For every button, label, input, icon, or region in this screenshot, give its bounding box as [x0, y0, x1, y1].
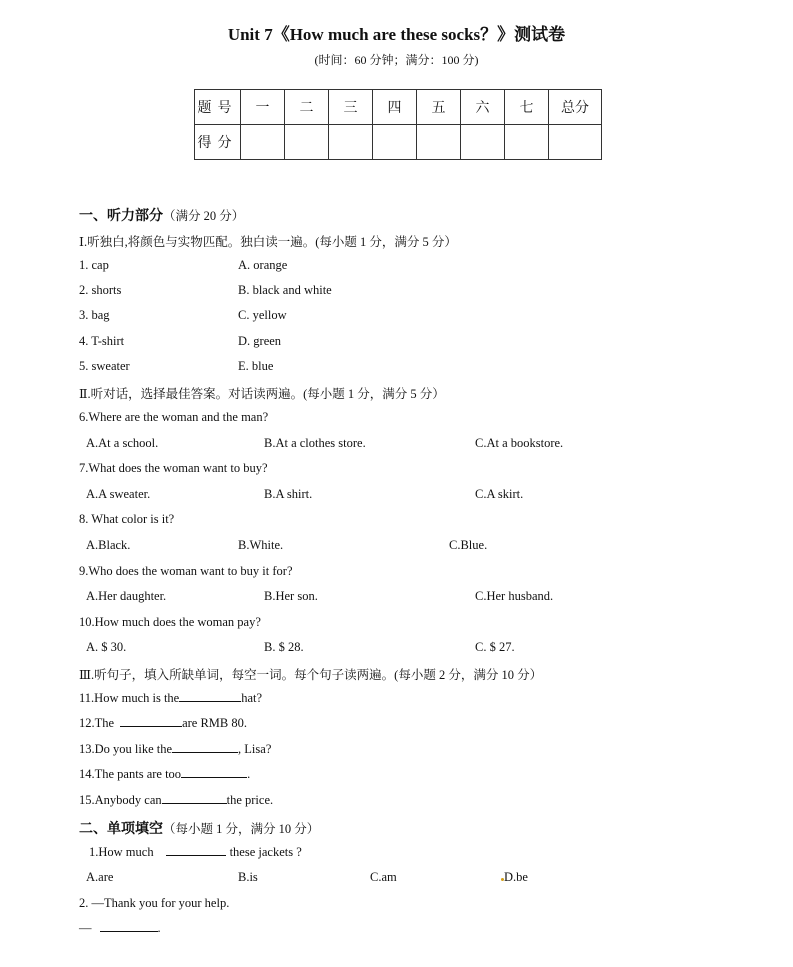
option-b: B.At a clothes store. [264, 436, 366, 450]
section-2-title: 二、单项填空 [79, 822, 163, 837]
option-a: A. $ 30. [86, 640, 127, 654]
match-item: 5. sweater [79, 359, 130, 373]
option-c: C.At a bookstore. [475, 436, 564, 450]
option-b: B. $ 28. [264, 640, 304, 654]
score-cell[interactable] [329, 125, 373, 160]
match-option: D. green [238, 334, 282, 348]
section-2-heading [79, 818, 319, 838]
sentence-13 [79, 742, 271, 757]
option-b: B.A shirt. [264, 487, 313, 501]
sentence-text: hat? [241, 691, 263, 705]
part-1-instruction: Ⅰ.听独白,将颜色与实物匹配。独白读一遍。(每小题 1 分，满分 5 分） [79, 235, 457, 249]
sentence-text: 12.The [79, 716, 115, 730]
period-text: . [157, 921, 161, 935]
mc-question-2-reply [79, 921, 161, 936]
score-table-col-2: 二 [285, 90, 329, 125]
score-cell[interactable] [461, 125, 505, 160]
option-a: A.A sweater. [86, 487, 151, 501]
score-cell[interactable] [285, 125, 329, 160]
fill-blank[interactable] [181, 767, 247, 778]
option-c: C.A skirt. [475, 487, 524, 501]
score-cell[interactable] [417, 125, 461, 160]
fill-blank[interactable] [162, 793, 227, 804]
match-option: B. black and white [238, 283, 332, 297]
option-a: A.Her daughter. [86, 589, 167, 603]
mc-question-1 [89, 845, 302, 860]
option-c: C.Her husband. [475, 589, 554, 603]
sentence-11 [79, 691, 262, 706]
section-1-heading [79, 205, 244, 225]
section-1-title: 一、听力部分 [79, 209, 163, 224]
fill-blank[interactable] [172, 742, 238, 753]
score-table-row1-label: 题号 [195, 90, 241, 125]
score-table [194, 89, 602, 160]
sentence-text: 11.How much is the [79, 691, 180, 705]
sentence-text: . [247, 767, 251, 781]
option-a: A.are [86, 870, 114, 884]
score-cell[interactable] [241, 125, 285, 160]
match-item: 2. shorts [79, 283, 122, 297]
exam-info: (时间：60 分钟；满分：100 分) [314, 53, 479, 67]
match-item: 4. T-shirt [79, 334, 125, 348]
score-table-col-4: 四 [373, 90, 417, 125]
option-c: C.Blue. [449, 538, 488, 552]
score-table-col-1: 一 [241, 90, 285, 125]
option-d: D.be [504, 870, 528, 884]
fill-blank[interactable] [166, 845, 226, 856]
sentence-text: 15.Anybody can [79, 793, 162, 807]
match-option: A. orange [238, 258, 288, 272]
question-text: these jackets ? [229, 845, 302, 859]
sentence-text: 13.Do you like the [79, 742, 173, 756]
section-2-note: （每小题 1 分，满分 10 分） [163, 822, 320, 836]
question-7: 7.What does the woman want to buy? [79, 461, 268, 475]
page-title: Unit 7《How much are these socks？》测试卷 [227, 25, 566, 44]
score-cell[interactable] [549, 125, 602, 160]
option-b: B.is [238, 870, 258, 884]
option-a: A.At a school. [86, 436, 159, 450]
part-2-instruction: Ⅱ.听对话，选择最佳答案。对话读两遍。(每小题 1 分，满分 5 分） [79, 387, 445, 401]
sentence-text: are RMB 80. [182, 716, 247, 730]
part-3-instruction: Ⅲ.听句子，填入所缺单词，每空一词。每个句子读两遍。(每小题 2 分，满分 10 分） [79, 668, 543, 682]
mark-dot [501, 878, 504, 881]
match-item: 3. bag [79, 308, 110, 322]
score-table-score-row [195, 125, 602, 160]
match-option: E. blue [238, 359, 274, 373]
question-10: 10.How much does the woman pay? [79, 615, 261, 629]
score-table-col-7: 七 [505, 90, 549, 125]
score-table-col-6: 六 [461, 90, 505, 125]
sentence-14 [79, 767, 250, 782]
sentence-text: 14.The pants are too [79, 767, 182, 781]
question-8: 8. What color is it? [79, 512, 175, 526]
question-text: 1.How much [89, 845, 154, 859]
option-b: B.White. [238, 538, 284, 552]
score-table-col-5: 五 [417, 90, 461, 125]
option-c: C.am [370, 870, 397, 884]
question-6: 6.Where are the woman and the man? [79, 410, 269, 424]
question-9: 9.Who does the woman want to buy it for? [79, 564, 293, 578]
fill-blank[interactable] [179, 691, 241, 702]
option-a: A.Black. [86, 538, 131, 552]
dash-text: — [79, 921, 92, 935]
mc-question-2: 2. —Thank you for your help. [79, 896, 230, 910]
sentence-15 [79, 793, 273, 808]
sentence-text: , Lisa? [238, 742, 272, 756]
match-option: C. yellow [238, 308, 287, 322]
score-table-col-total: 总分 [549, 90, 602, 125]
sentence-12 [79, 716, 247, 731]
score-cell[interactable] [373, 125, 417, 160]
sentence-text: the price. [226, 793, 274, 807]
score-table-row2-label: 得分 [195, 125, 241, 160]
match-item: 1. cap [79, 258, 109, 272]
score-table-header-row [195, 90, 602, 125]
section-1-note: （满分 20 分） [163, 209, 245, 223]
option-b: B.Her son. [264, 589, 318, 603]
fill-blank[interactable] [120, 716, 182, 727]
score-table-col-3: 三 [329, 90, 373, 125]
option-c: C. $ 27. [475, 640, 515, 654]
score-cell[interactable] [505, 125, 549, 160]
fill-blank[interactable] [100, 921, 158, 932]
